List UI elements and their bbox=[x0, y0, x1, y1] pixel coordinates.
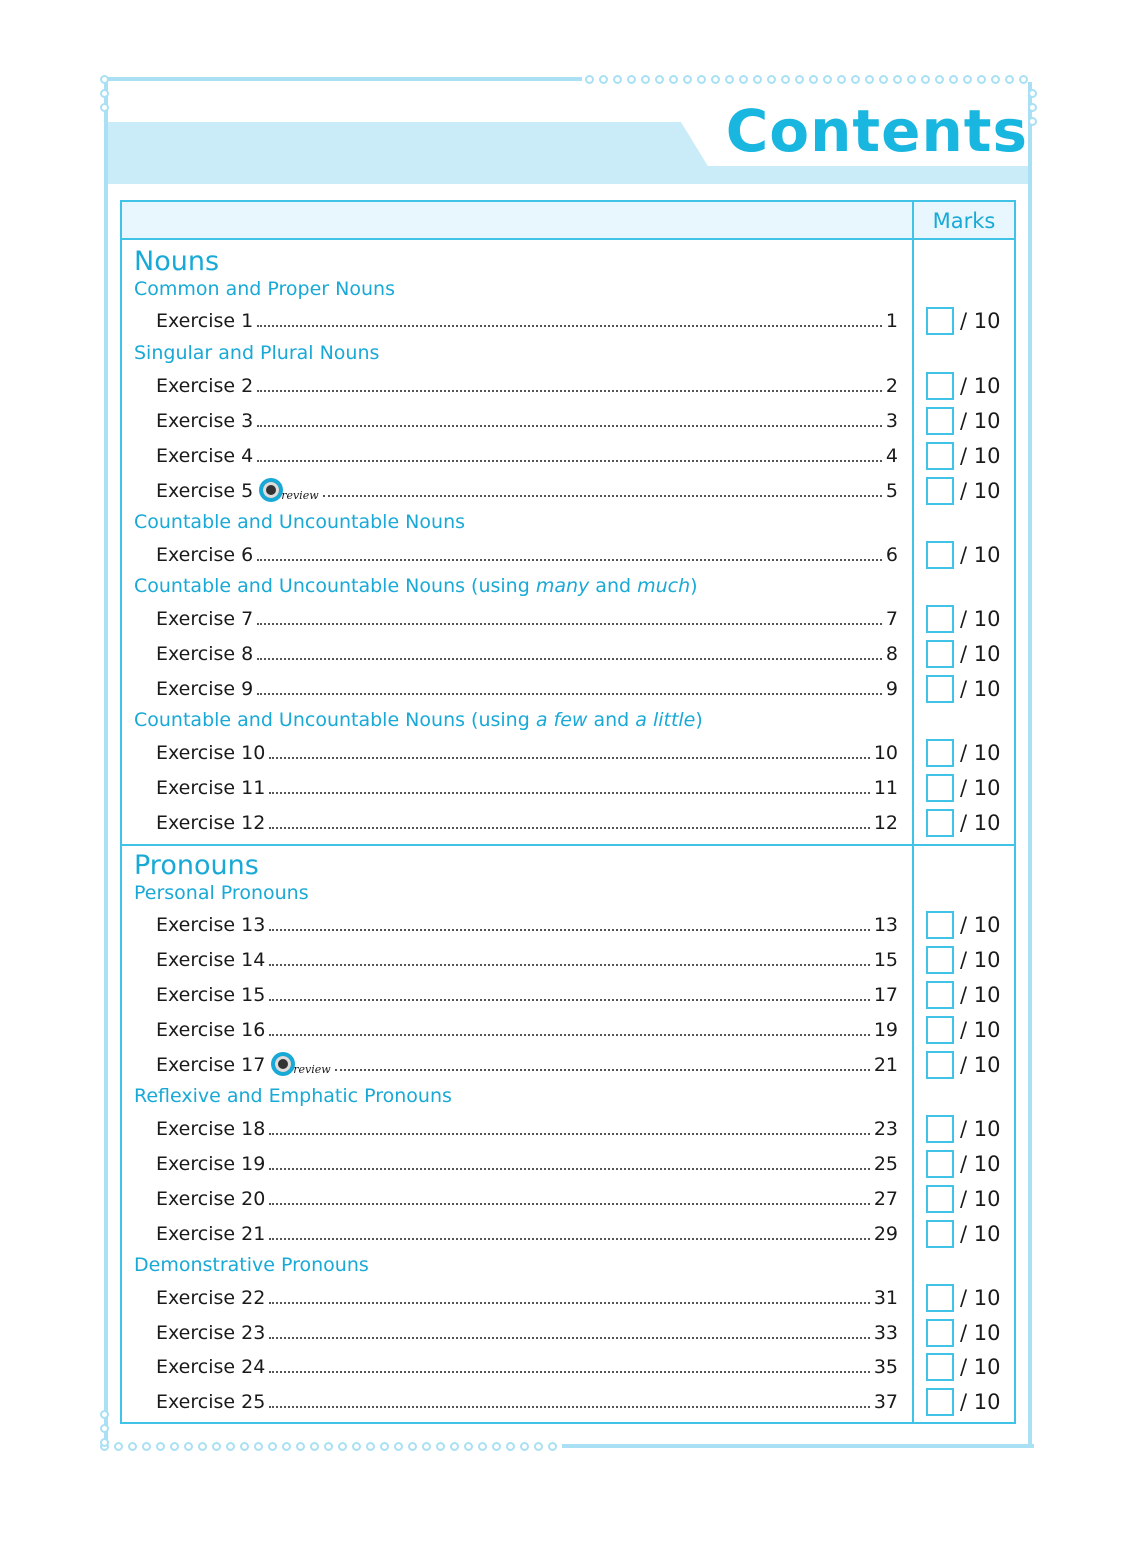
left-bottom-dots-decoration bbox=[100, 1410, 109, 1447]
dot-decoration bbox=[893, 75, 902, 84]
dot-leader bbox=[257, 459, 882, 462]
topic-text: and bbox=[587, 709, 636, 731]
marks-input-box[interactable] bbox=[926, 1353, 954, 1381]
marks-total: / 10 bbox=[960, 741, 1001, 765]
marks-entry bbox=[926, 639, 1000, 669]
page-number: 35 bbox=[873, 1356, 898, 1378]
dot-decoration bbox=[478, 1442, 487, 1451]
topic-text: and bbox=[589, 575, 638, 597]
dot-decoration bbox=[795, 75, 804, 84]
top-dots-decoration bbox=[585, 75, 1028, 84]
marks-entry bbox=[926, 738, 1000, 768]
exercise-row[interactable] bbox=[156, 810, 898, 834]
exercise-label: Exercise 2 bbox=[156, 375, 254, 397]
exercise-label: Exercise 10 bbox=[156, 742, 266, 764]
dot-decoration bbox=[879, 75, 888, 84]
dot-decoration bbox=[100, 1438, 109, 1447]
exercise-label: Exercise 25 bbox=[156, 1391, 266, 1413]
dot-decoration bbox=[352, 1442, 361, 1451]
dot-decoration bbox=[1028, 89, 1037, 98]
dot-decoration bbox=[100, 1410, 109, 1419]
exercise-label: Exercise 24 bbox=[156, 1356, 266, 1378]
page-number: 29 bbox=[873, 1223, 898, 1245]
dot-decoration bbox=[156, 1442, 165, 1451]
dot-decoration bbox=[977, 75, 986, 84]
exercise-label: Exercise 21 bbox=[156, 1223, 266, 1245]
dot-decoration bbox=[380, 1442, 389, 1451]
marks-input-box[interactable] bbox=[926, 407, 954, 435]
marks-input-box[interactable] bbox=[926, 640, 954, 668]
dot-decoration bbox=[450, 1442, 459, 1451]
exercise-label: Exercise 5 bbox=[156, 480, 254, 502]
left-dots-decoration bbox=[100, 75, 109, 112]
dot-leader bbox=[269, 998, 870, 1001]
dot-decoration bbox=[296, 1442, 305, 1451]
dot-decoration bbox=[548, 1442, 557, 1451]
marks-entry bbox=[926, 1387, 1000, 1417]
dot-leader bbox=[257, 622, 882, 625]
marks-input-box[interactable] bbox=[926, 1185, 954, 1213]
exercise-row[interactable] bbox=[156, 1320, 898, 1344]
dot-decoration bbox=[1028, 117, 1037, 126]
marks-total: / 10 bbox=[960, 444, 1001, 468]
dot-decoration bbox=[436, 1442, 445, 1451]
exercise-label: Exercise 7 bbox=[156, 608, 254, 630]
exercise-label: Exercise 9 bbox=[156, 678, 254, 700]
page-title: Contents bbox=[725, 97, 1028, 165]
marks-entry bbox=[926, 980, 1000, 1010]
dot-decoration bbox=[837, 75, 846, 84]
marks-total: / 10 bbox=[960, 1152, 1001, 1176]
frame-top-line bbox=[104, 77, 582, 81]
dot-decoration bbox=[422, 1442, 431, 1451]
marks-entry bbox=[926, 441, 1000, 471]
exercise-row[interactable] bbox=[156, 1354, 898, 1378]
marks-input-box[interactable] bbox=[926, 809, 954, 837]
marks-input-box[interactable] bbox=[926, 1319, 954, 1347]
marks-total: / 10 bbox=[960, 1222, 1001, 1246]
marks-total: / 10 bbox=[960, 374, 1001, 398]
page-number: 27 bbox=[873, 1188, 898, 1210]
frame-bottom-line bbox=[562, 1444, 1034, 1448]
dot-decoration bbox=[100, 75, 109, 84]
right-dots-decoration bbox=[1028, 89, 1037, 126]
page-number: 9 bbox=[885, 678, 898, 700]
exercise-row[interactable] bbox=[156, 308, 898, 332]
dot-decoration bbox=[170, 1442, 179, 1451]
marks-entry bbox=[926, 371, 1000, 401]
dot-leader bbox=[269, 1301, 870, 1304]
marks-total: / 10 bbox=[960, 1018, 1001, 1042]
exercise-row[interactable] bbox=[156, 947, 898, 971]
exercise-row[interactable] bbox=[156, 1186, 898, 1210]
topic-heading: Common and Proper Nouns bbox=[134, 278, 395, 300]
dot-decoration bbox=[599, 75, 608, 84]
review-badge bbox=[259, 478, 318, 502]
review-text: review bbox=[281, 489, 319, 502]
dot-decoration bbox=[697, 75, 706, 84]
exercise-label: Exercise 23 bbox=[156, 1322, 266, 1344]
exercise-row[interactable] bbox=[156, 641, 898, 665]
topic-text: Countable and Uncountable Nouns (using bbox=[134, 575, 536, 597]
exercise-row[interactable] bbox=[156, 982, 898, 1006]
marks-entry bbox=[926, 674, 1000, 704]
marks-input-box[interactable] bbox=[926, 307, 954, 335]
dot-decoration bbox=[100, 1424, 109, 1433]
dot-leader bbox=[269, 756, 870, 759]
dot-leader bbox=[335, 1068, 870, 1071]
dot-decoration bbox=[767, 75, 776, 84]
unit-title: Pronouns bbox=[134, 850, 259, 881]
dot-decoration bbox=[613, 75, 622, 84]
exercise-label: Exercise 6 bbox=[156, 544, 254, 566]
exercise-row[interactable] bbox=[156, 1285, 898, 1309]
page-number: 19 bbox=[873, 1019, 898, 1041]
marks-total: / 10 bbox=[960, 1187, 1001, 1211]
exercise-row[interactable] bbox=[156, 478, 898, 502]
dot-decoration bbox=[520, 1442, 529, 1451]
dot-leader bbox=[257, 424, 882, 427]
marks-input-box[interactable] bbox=[926, 1284, 954, 1312]
marks-entry bbox=[926, 406, 1000, 436]
marks-entry bbox=[926, 604, 1000, 634]
exercise-row[interactable] bbox=[156, 740, 898, 764]
dot-leader bbox=[269, 791, 870, 794]
dot-decoration bbox=[310, 1442, 319, 1451]
dot-leader bbox=[257, 389, 882, 392]
dot-leader bbox=[269, 1033, 870, 1036]
page-number: 23 bbox=[873, 1118, 898, 1140]
marks-input-box[interactable] bbox=[926, 1016, 954, 1044]
dot-decoration bbox=[142, 1442, 151, 1451]
exercise-label: Exercise 13 bbox=[156, 914, 266, 936]
marks-entry bbox=[926, 773, 1000, 803]
marks-total: / 10 bbox=[960, 776, 1001, 800]
page-number: 8 bbox=[885, 643, 898, 665]
page-number: 31 bbox=[873, 1287, 898, 1309]
table-header bbox=[122, 202, 1014, 240]
marks-entry bbox=[926, 1283, 1000, 1313]
exercise-label: Exercise 14 bbox=[156, 949, 266, 971]
review-text: review bbox=[293, 1063, 331, 1076]
topic-heading bbox=[134, 575, 698, 597]
page-number: 1 bbox=[885, 310, 898, 332]
page-number: 37 bbox=[873, 1391, 898, 1413]
topic-emphasis: much bbox=[637, 575, 691, 597]
marks-entry bbox=[926, 1318, 1000, 1348]
topic-emphasis: a little bbox=[635, 709, 696, 731]
dot-leader bbox=[323, 494, 882, 497]
exercise-row[interactable] bbox=[156, 443, 898, 467]
marks-entry bbox=[926, 1015, 1000, 1045]
page-number: 13 bbox=[873, 914, 898, 936]
marks-input-box[interactable] bbox=[926, 442, 954, 470]
exercise-label: Exercise 12 bbox=[156, 812, 266, 834]
marks-input-box[interactable] bbox=[926, 1150, 954, 1178]
dot-decoration bbox=[781, 75, 790, 84]
marks-input-box[interactable] bbox=[926, 675, 954, 703]
dot-decoration bbox=[641, 75, 650, 84]
dot-leader bbox=[257, 324, 882, 327]
marks-entry bbox=[926, 910, 1000, 940]
page-number: 3 bbox=[885, 410, 898, 432]
dot-leader bbox=[269, 963, 870, 966]
dot-decoration bbox=[100, 103, 109, 112]
marks-entry bbox=[926, 1184, 1000, 1214]
dot-decoration bbox=[408, 1442, 417, 1451]
topic-text: Countable and Uncountable Nouns (using bbox=[134, 709, 536, 731]
page-number: 11 bbox=[873, 777, 898, 799]
dot-decoration bbox=[394, 1442, 403, 1451]
marks-input-box[interactable] bbox=[926, 774, 954, 802]
page-number: 25 bbox=[873, 1153, 898, 1175]
topic-emphasis: a few bbox=[535, 709, 588, 731]
marks-input-box[interactable] bbox=[926, 477, 954, 505]
topic-heading: Countable and Uncountable Nouns bbox=[134, 511, 466, 533]
dot-decoration bbox=[627, 75, 636, 84]
exercise-label: Exercise 15 bbox=[156, 984, 266, 1006]
dot-decoration bbox=[282, 1442, 291, 1451]
dot-leader bbox=[257, 558, 882, 561]
marks-total: / 10 bbox=[960, 543, 1001, 567]
topic-heading: Singular and Plural Nouns bbox=[134, 342, 380, 364]
page-number: 7 bbox=[885, 608, 898, 630]
exercise-label: Exercise 17 bbox=[156, 1054, 266, 1076]
marks-entry bbox=[926, 945, 1000, 975]
marks-total: / 10 bbox=[960, 607, 1001, 631]
exercise-row[interactable] bbox=[156, 1151, 898, 1175]
exercise-label: Exercise 1 bbox=[156, 310, 254, 332]
marks-total: / 10 bbox=[960, 1053, 1001, 1077]
bottom-dots-decoration bbox=[100, 1442, 557, 1451]
topic-heading bbox=[134, 709, 703, 731]
marks-entry bbox=[926, 1050, 1000, 1080]
exercise-label: Exercise 19 bbox=[156, 1153, 266, 1175]
dot-leader bbox=[269, 928, 870, 931]
dot-decoration bbox=[1005, 75, 1014, 84]
dot-decoration bbox=[240, 1442, 249, 1451]
page-number: 4 bbox=[885, 445, 898, 467]
dot-decoration bbox=[809, 75, 818, 84]
marks-entry bbox=[926, 808, 1000, 838]
dot-decoration bbox=[534, 1442, 543, 1451]
page-number: 17 bbox=[873, 984, 898, 1006]
marks-total: / 10 bbox=[960, 309, 1001, 333]
dot-decoration bbox=[212, 1442, 221, 1451]
marks-entry bbox=[926, 1149, 1000, 1179]
marks-input-box[interactable] bbox=[926, 372, 954, 400]
dot-decoration bbox=[753, 75, 762, 84]
marks-entry bbox=[926, 1219, 1000, 1249]
dot-decoration bbox=[935, 75, 944, 84]
dot-decoration bbox=[865, 75, 874, 84]
dot-decoration bbox=[226, 1442, 235, 1451]
marks-input-box[interactable] bbox=[926, 605, 954, 633]
dot-leader bbox=[269, 1405, 870, 1408]
marks-input-box[interactable] bbox=[926, 981, 954, 1009]
dot-decoration bbox=[128, 1442, 137, 1451]
dot-decoration bbox=[823, 75, 832, 84]
page-number: 33 bbox=[873, 1322, 898, 1344]
marks-input-box[interactable] bbox=[926, 1115, 954, 1143]
dot-decoration bbox=[114, 1442, 123, 1451]
topic-heading: Personal Pronouns bbox=[134, 882, 309, 904]
dot-decoration bbox=[198, 1442, 207, 1451]
dot-decoration bbox=[1019, 75, 1028, 84]
exercise-label: Exercise 8 bbox=[156, 643, 254, 665]
exercise-row[interactable] bbox=[156, 676, 898, 700]
dot-decoration bbox=[492, 1442, 501, 1451]
exercise-label: Exercise 20 bbox=[156, 1188, 266, 1210]
page-number: 10 bbox=[873, 742, 898, 764]
dot-decoration bbox=[506, 1442, 515, 1451]
dot-decoration bbox=[1028, 103, 1037, 112]
dot-leader bbox=[269, 1202, 870, 1205]
marks-total: / 10 bbox=[960, 1355, 1001, 1379]
marks-total: / 10 bbox=[960, 948, 1001, 972]
marks-total: / 10 bbox=[960, 1286, 1001, 1310]
dot-decoration bbox=[683, 75, 692, 84]
review-badge bbox=[271, 1052, 330, 1076]
page-number: 12 bbox=[873, 812, 898, 834]
dot-leader bbox=[257, 657, 882, 660]
marks-total: / 10 bbox=[960, 913, 1001, 937]
dot-decoration bbox=[921, 75, 930, 84]
dot-leader bbox=[269, 1132, 870, 1135]
marks-total: / 10 bbox=[960, 479, 1001, 503]
exercise-row[interactable] bbox=[156, 542, 898, 566]
marks-total: / 10 bbox=[960, 1390, 1001, 1414]
exercise-row[interactable] bbox=[156, 1052, 898, 1076]
marks-entry bbox=[926, 306, 1000, 336]
unit-title: Nouns bbox=[134, 246, 220, 277]
marks-input-box[interactable] bbox=[926, 739, 954, 767]
marks-entry bbox=[926, 476, 1000, 506]
exercise-row[interactable] bbox=[156, 373, 898, 397]
dot-decoration bbox=[100, 89, 109, 98]
dot-decoration bbox=[655, 75, 664, 84]
marks-column-divider bbox=[912, 202, 914, 1422]
dot-decoration bbox=[268, 1442, 277, 1451]
page-number: 21 bbox=[873, 1054, 898, 1076]
marks-input-box[interactable] bbox=[926, 1051, 954, 1079]
dot-decoration bbox=[963, 75, 972, 84]
topic-text: ) bbox=[690, 575, 698, 597]
marks-total: / 10 bbox=[960, 811, 1001, 835]
dot-leader bbox=[269, 1370, 870, 1373]
topic-heading: Reflexive and Emphatic Pronouns bbox=[134, 1085, 452, 1107]
dot-decoration bbox=[725, 75, 734, 84]
page-number: 6 bbox=[885, 544, 898, 566]
exercise-row[interactable] bbox=[156, 1017, 898, 1041]
exercise-label: Exercise 22 bbox=[156, 1287, 266, 1309]
dot-leader bbox=[269, 1336, 870, 1339]
review-icon bbox=[259, 478, 283, 502]
dot-decoration bbox=[949, 75, 958, 84]
exercise-label: Exercise 11 bbox=[156, 777, 266, 799]
dot-decoration bbox=[907, 75, 916, 84]
exercise-label: Exercise 16 bbox=[156, 1019, 266, 1041]
marks-input-box[interactable] bbox=[926, 946, 954, 974]
exercise-row[interactable] bbox=[156, 1116, 898, 1140]
topic-emphasis: many bbox=[535, 575, 590, 597]
marks-total: / 10 bbox=[960, 677, 1001, 701]
dot-decoration bbox=[991, 75, 1000, 84]
marks-input-box[interactable] bbox=[926, 1388, 954, 1416]
exercise-label: Exercise 3 bbox=[156, 410, 254, 432]
section-divider bbox=[122, 844, 1014, 846]
dot-decoration bbox=[464, 1442, 473, 1451]
marks-header: Marks bbox=[932, 209, 996, 233]
marks-input-box[interactable] bbox=[926, 541, 954, 569]
dot-decoration bbox=[366, 1442, 375, 1451]
dot-decoration bbox=[739, 75, 748, 84]
topic-text: ) bbox=[695, 709, 703, 731]
dot-decoration bbox=[254, 1442, 263, 1451]
exercise-row[interactable] bbox=[156, 606, 898, 630]
exercise-row[interactable] bbox=[156, 775, 898, 799]
page-number: 2 bbox=[885, 375, 898, 397]
exercise-row[interactable] bbox=[156, 1389, 898, 1413]
dot-decoration bbox=[711, 75, 720, 84]
dot-leader bbox=[257, 692, 882, 695]
review-icon bbox=[271, 1052, 295, 1076]
dot-decoration bbox=[338, 1442, 347, 1451]
page-number: 15 bbox=[873, 949, 898, 971]
marks-total: / 10 bbox=[960, 1117, 1001, 1141]
page-number: 5 bbox=[885, 480, 898, 502]
marks-entry bbox=[926, 1352, 1000, 1382]
dot-leader bbox=[269, 1167, 870, 1170]
marks-total: / 10 bbox=[960, 983, 1001, 1007]
exercise-label: Exercise 18 bbox=[156, 1118, 266, 1140]
exercise-label: Exercise 4 bbox=[156, 445, 254, 467]
topic-heading: Demonstrative Pronouns bbox=[134, 1254, 369, 1276]
dot-decoration bbox=[851, 75, 860, 84]
marks-total: / 10 bbox=[960, 1321, 1001, 1345]
dot-leader bbox=[269, 826, 870, 829]
marks-entry bbox=[926, 540, 1000, 570]
marks-input-box[interactable] bbox=[926, 1220, 954, 1248]
dot-decoration bbox=[585, 75, 594, 84]
dot-decoration bbox=[324, 1442, 333, 1451]
dot-leader bbox=[269, 1237, 870, 1240]
marks-total: / 10 bbox=[960, 409, 1001, 433]
dot-decoration bbox=[669, 75, 678, 84]
marks-input-box[interactable] bbox=[926, 911, 954, 939]
marks-total: / 10 bbox=[960, 642, 1001, 666]
dot-decoration bbox=[184, 1442, 193, 1451]
exercise-row[interactable] bbox=[156, 408, 898, 432]
exercise-row[interactable] bbox=[156, 1221, 898, 1245]
marks-entry bbox=[926, 1114, 1000, 1144]
exercise-row[interactable] bbox=[156, 912, 898, 936]
